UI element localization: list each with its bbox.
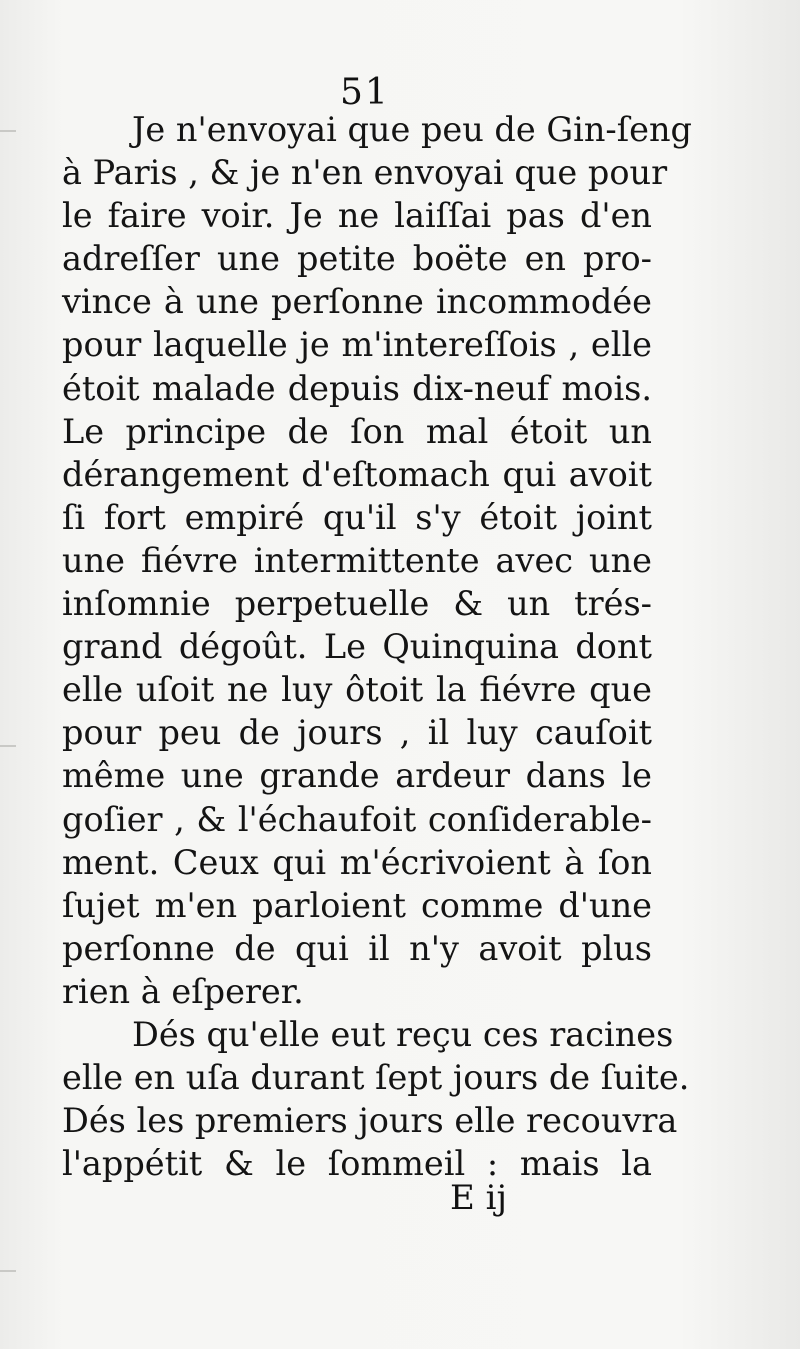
signature-mark: E ij: [450, 1178, 508, 1218]
text-line: rien à eſperer.: [62, 971, 304, 1011]
text-line: ſi fort empiré qu'il s'y étoit joint: [62, 497, 652, 537]
text-line: l'appétit & le ſommeil : mais la: [62, 1144, 652, 1184]
text-line: grand dégoût. Le Quinquina dont: [62, 627, 652, 667]
text-line: Dés les premiers jours elle recouvra: [62, 1101, 678, 1141]
page-edge-mark: [0, 130, 16, 132]
text-line: adreſſer une petite boëte en pro-: [62, 239, 652, 279]
text-line: ſujet m'en parloient comme d'une: [62, 885, 652, 925]
text-line: même une grande ardeur dans le: [62, 756, 652, 796]
text-line: étoit malade depuis dix-neuf mois.: [62, 368, 652, 408]
body-text: [62, 108, 692, 1185]
page-edge-mark: [0, 745, 16, 747]
text-line: elle en uſa durant ſept jours de ſuite.: [62, 1058, 690, 1098]
text-line: une fiévre intermittente avec une: [62, 540, 652, 580]
text-line: Dés qu'elle eut reçu ces racines: [132, 1014, 674, 1054]
text-line: goſier , & l'échaufoit conſiderable-: [62, 799, 652, 839]
text-line: elle uſoit ne luy ôtoit la fiévre que: [62, 670, 652, 710]
text-line: inſomnie perpetuelle & un trés-: [62, 584, 652, 624]
text-line: à Paris , & je n'en envoyai que pour: [62, 153, 668, 193]
text-line: Le principe de ſon mal étoit un: [62, 411, 652, 451]
text-line: vince à une perſonne incommodée: [62, 282, 652, 322]
text-line: perſonne de qui il n'y avoit plus: [62, 928, 652, 968]
text-line: Je n'envoyai que peu de Gin-ſeng: [132, 110, 692, 149]
page-number: 51: [340, 72, 390, 113]
text-line: ment. Ceux qui m'écrivoient à ſon: [62, 842, 652, 882]
text-line: pour laquelle je m'intereſſois , elle: [62, 325, 652, 365]
text-line: pour peu de jours , il luy cauſoit: [62, 713, 652, 753]
text-line: dérangement d'eſtomach qui avoit: [62, 454, 652, 494]
text-line: le faire voir. Je ne laiſſai pas d'en: [62, 196, 652, 236]
page-edge-mark: [0, 1270, 16, 1272]
